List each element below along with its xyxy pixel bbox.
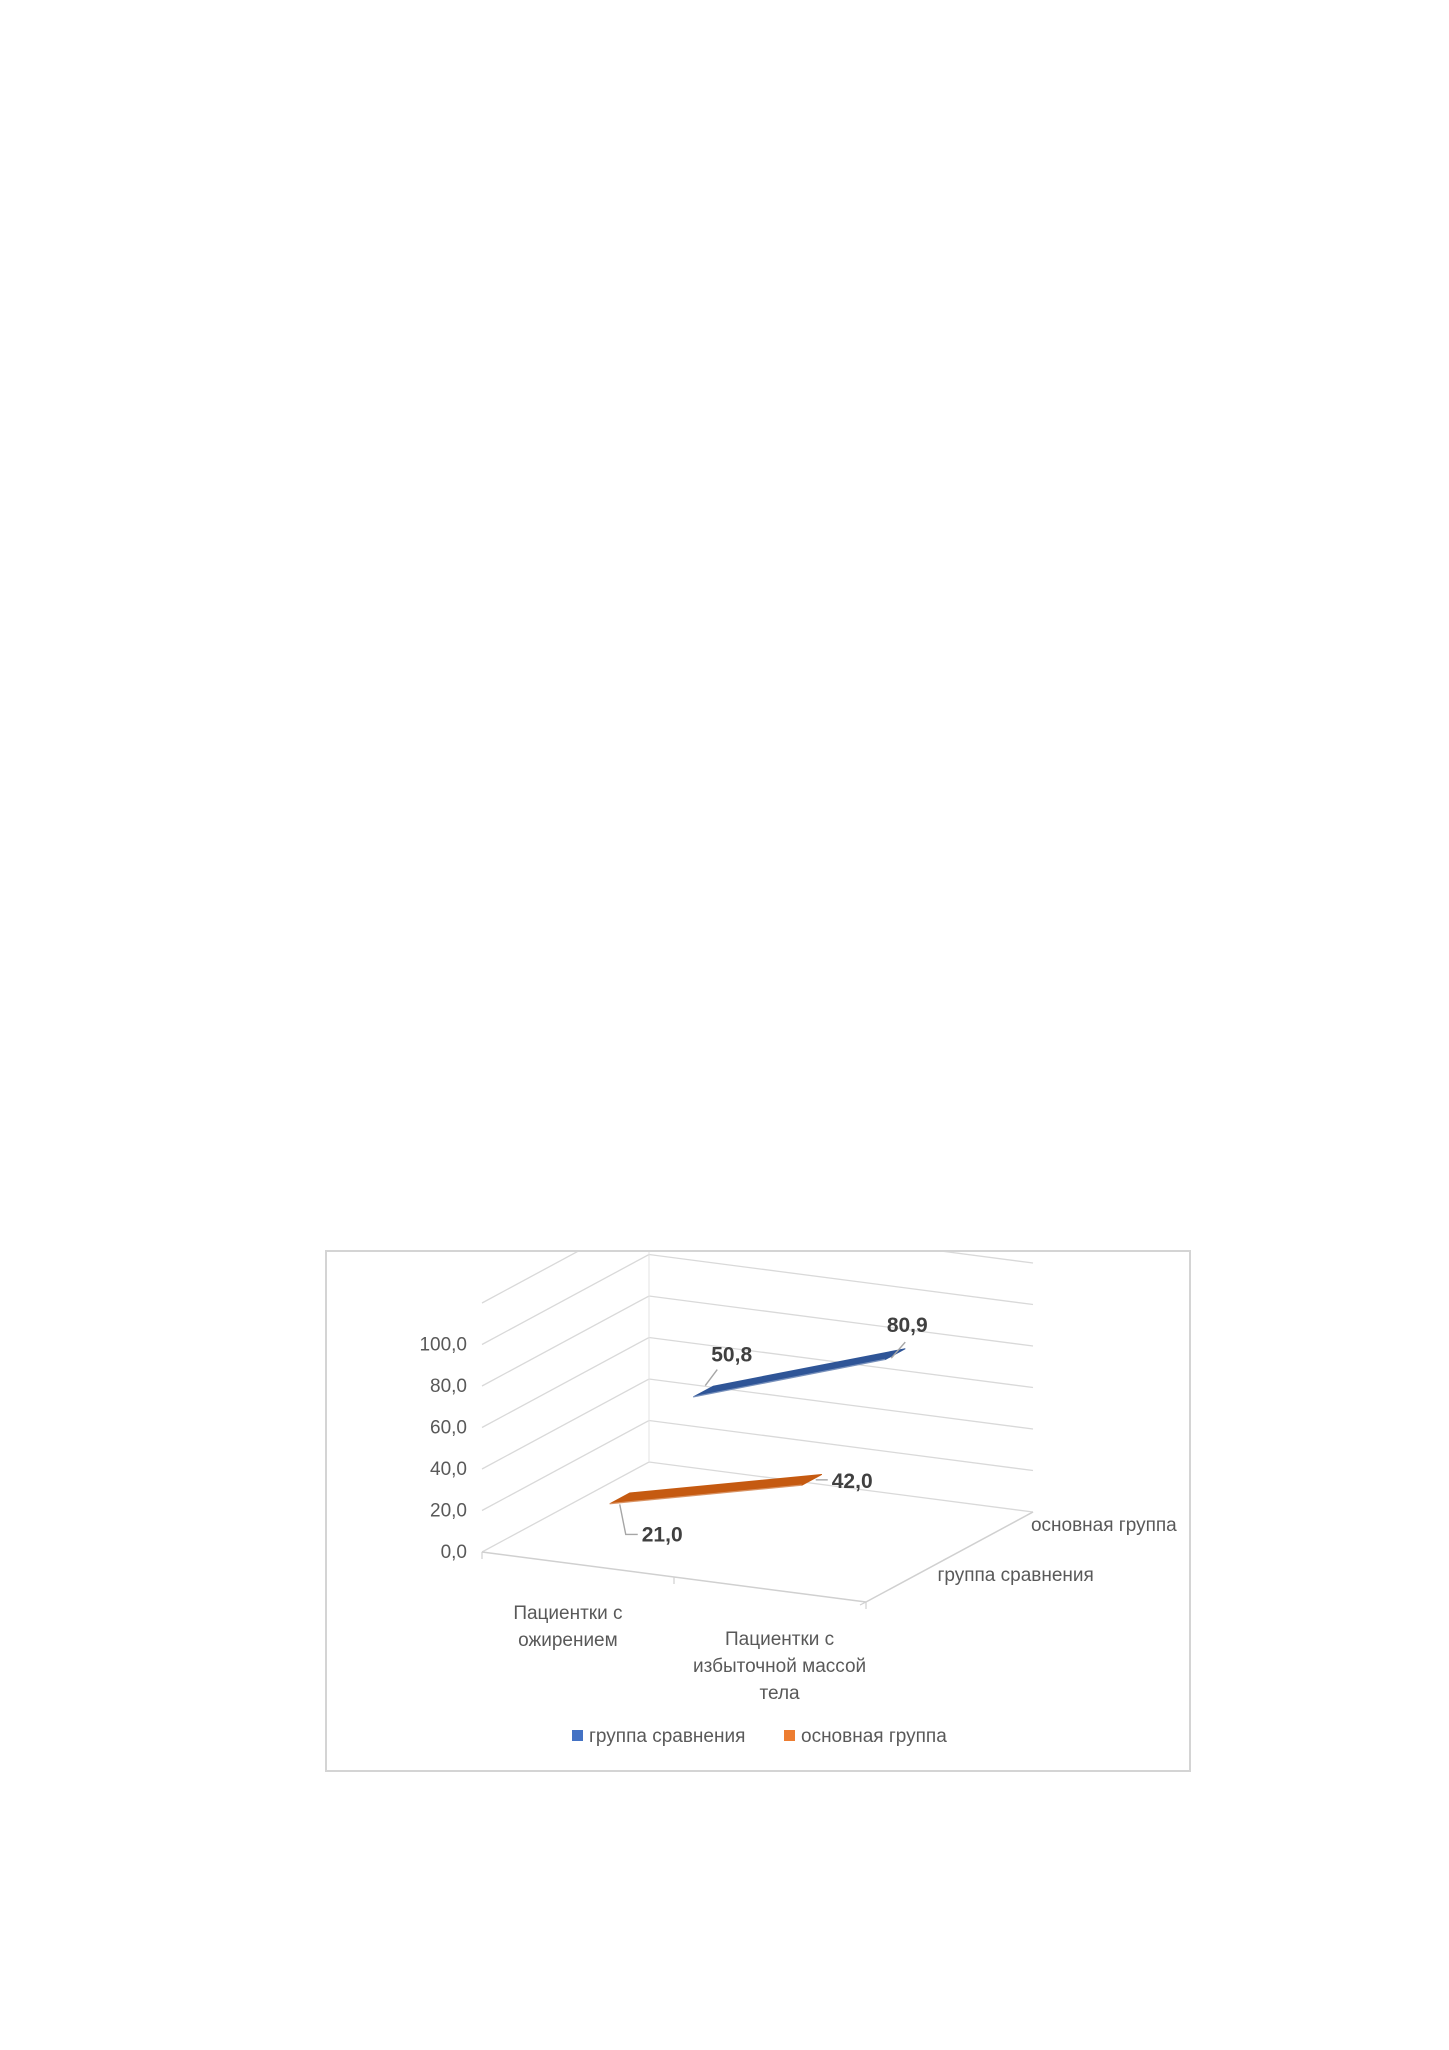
gridline [482, 1252, 1033, 1303]
data-label: 42,0 [831, 1469, 873, 1493]
data-label-leader [705, 1370, 717, 1386]
data-label: 21,0 [641, 1523, 683, 1547]
chart-frame [325, 1250, 1191, 1772]
depth-label: основная группа [1030, 1514, 1177, 1536]
legend-swatch [572, 1730, 583, 1741]
y-tick-label: 20,0 [430, 1500, 467, 1522]
depth-label: группа сравнения [937, 1565, 1094, 1587]
gridline [482, 1421, 1033, 1511]
data-label-leader [620, 1504, 638, 1534]
axis-tick [860, 1602, 866, 1605]
legend-item [572, 1726, 745, 1747]
legend-swatch [784, 1730, 795, 1741]
legend-label: группа сравнения [589, 1726, 746, 1747]
gridlines [482, 1252, 1033, 1552]
axes [419, 1335, 1177, 1704]
legend-item [784, 1726, 947, 1747]
chart-svg [327, 1252, 1193, 1774]
gridline [482, 1296, 1033, 1386]
data-label: 80,9 [886, 1314, 928, 1338]
category-label: Пациентки с избыточной массой тела [693, 1628, 867, 1704]
y-tick-label: 60,0 [430, 1417, 467, 1439]
legend [572, 1726, 947, 1747]
y-tick-label: 40,0 [430, 1459, 467, 1480]
labels-layer [620, 1314, 928, 1546]
y-tick-label: 100,0 [419, 1334, 467, 1356]
series-ribbon [610, 1474, 822, 1503]
category-label: Пациентки с ожирением [513, 1602, 623, 1651]
y-tick-label: 80,0 [430, 1376, 467, 1397]
data-label: 50,8 [711, 1343, 753, 1367]
gridline [482, 1462, 1033, 1552]
gridline [482, 1379, 1033, 1469]
legend-label: основная группа [801, 1726, 947, 1747]
gridline [482, 1255, 1033, 1345]
y-tick-label: 0,0 [440, 1542, 467, 1563]
axis-tick [944, 1557, 950, 1560]
